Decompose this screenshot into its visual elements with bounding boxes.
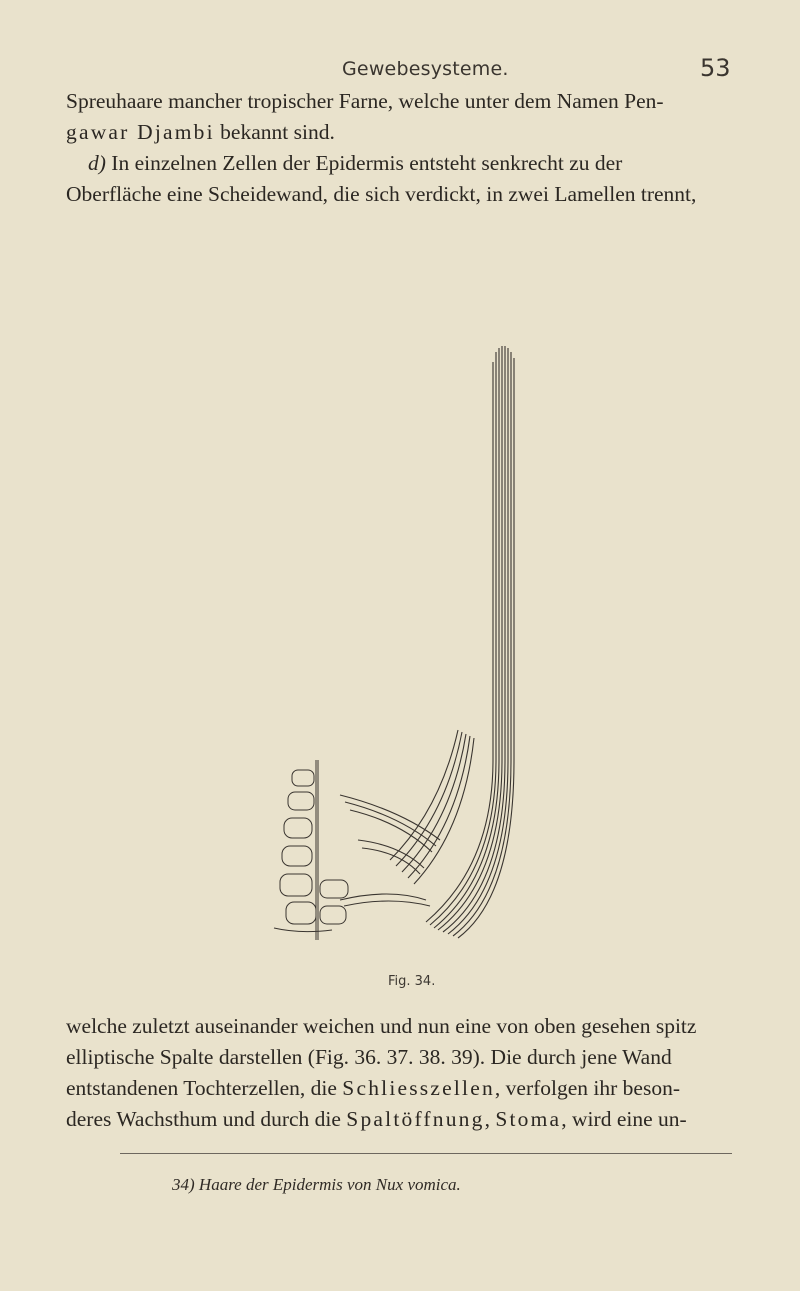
text-span: , verfolgen ihr beson- — [494, 1076, 680, 1100]
hair-strokes — [340, 346, 514, 938]
text-span: deres Wachsthum und durch die — [66, 1107, 347, 1131]
figure-illustration — [240, 340, 580, 965]
spaced-term: gawar Djambi — [66, 120, 215, 144]
spaced-term: Spaltöffnung — [346, 1107, 485, 1131]
text-line: elliptische Spalte darstellen (Fig. 36. 37. 38. 39). Die durch jene Wand — [66, 1045, 672, 1069]
text-span: In einzelnen Zellen der Epidermis entsteht senkrecht zu der — [105, 151, 623, 175]
spaced-term: Schliesszellen — [342, 1076, 495, 1100]
figure-caption: Fig. 34. — [388, 974, 436, 989]
footnote-divider — [120, 1153, 732, 1154]
text-span: entstandenen Tochterzellen, die — [66, 1076, 343, 1100]
top-paragraph — [66, 86, 742, 210]
text-line — [66, 1073, 742, 1104]
footnote: 34) Haare der Epidermis von Nux vomica. — [172, 1175, 461, 1194]
text-line — [66, 117, 742, 148]
text-span: , — [484, 1107, 496, 1131]
running-title: Gewebesysteme. — [342, 58, 509, 80]
hair-engraving — [240, 340, 580, 965]
epidermis-cells — [274, 760, 348, 940]
text-line: Spreuhaare mancher tropischer Farne, welche unter dem Namen Pen- — [66, 89, 664, 113]
list-marker: d) — [88, 151, 106, 175]
text-line: Oberfläche eine Scheidewand, die sich verdickt, in zwei Lamellen trennt, — [66, 182, 697, 206]
text-line — [66, 1104, 742, 1135]
bottom-paragraph — [66, 1011, 742, 1135]
spaced-term: Stoma — [495, 1107, 562, 1131]
text-span: bekannt sind. — [214, 120, 335, 144]
text-line: welche zuletzt auseinander weichen und nun eine von oben gesehen spitz — [66, 1014, 697, 1038]
text-line — [66, 148, 742, 179]
page-header — [0, 54, 800, 84]
page-number: 53 — [700, 54, 731, 82]
text-span: , wird eine un- — [561, 1107, 687, 1131]
